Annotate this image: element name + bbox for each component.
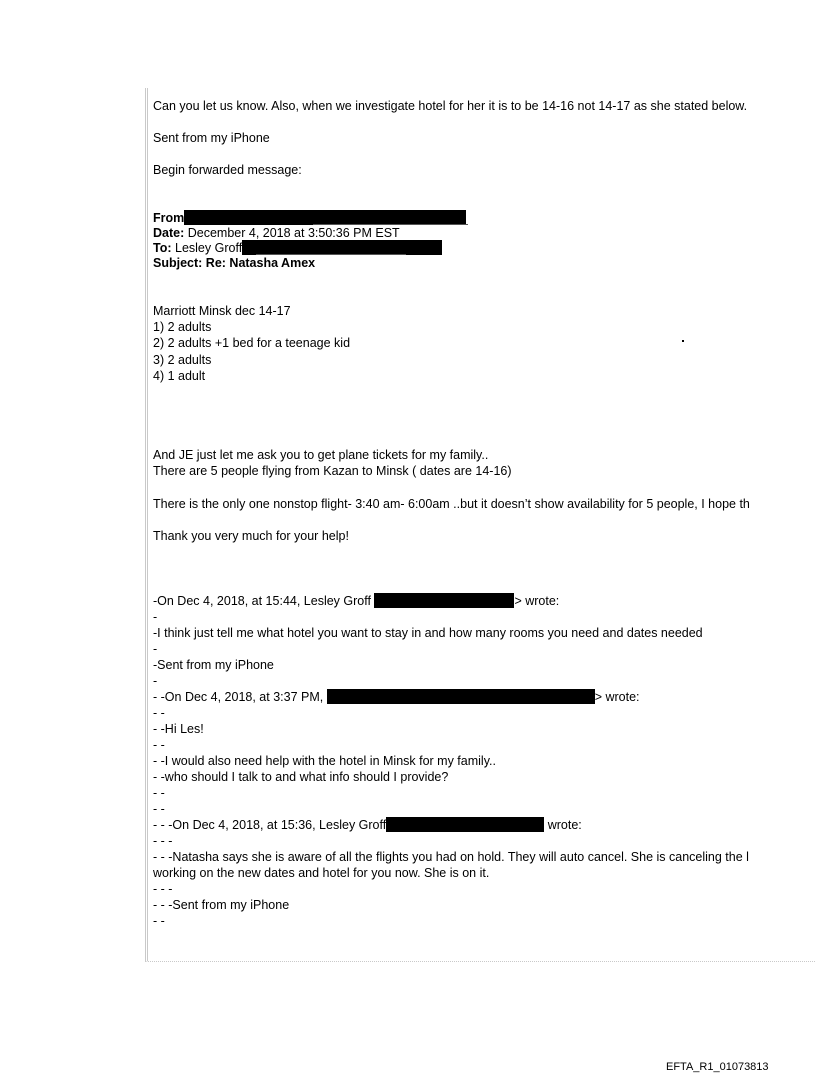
- from-label: From: [153, 211, 185, 225]
- nonstop-line: There is the only one nonstop flight- 3:40 am- 6:00am ..but it doesn’t show availability for 5 people, I hope th: [153, 497, 750, 511]
- hotel-line: Marriott Minsk dec 14-17: [153, 304, 291, 318]
- begin-forwarded-message: Begin forwarded message:: [153, 163, 302, 177]
- quote-header-wrote: > wrote:: [594, 690, 640, 704]
- redaction-block: [242, 240, 442, 255]
- quote-dash: - -: [153, 802, 165, 816]
- quote-dash: -: [153, 610, 158, 624]
- date-value: December 4, 2018 at 3:50:36 PM EST: [187, 226, 400, 240]
- quote-text: - -I would also need help with the hotel in Minsk for my family..: [153, 754, 496, 768]
- quote-header-text: - -On Dec 4, 2018, at 3:37 PM,: [153, 690, 324, 704]
- quote-sent: - - -Sent from my iPhone: [153, 898, 290, 912]
- redaction-block: [374, 593, 514, 608]
- quote-dash: - -: [153, 914, 165, 928]
- quote-header: [153, 817, 582, 834]
- redaction-block: [184, 210, 466, 225]
- to-label: To:: [153, 241, 172, 255]
- quote-text: - - -Natasha says she is aware of all the flights you had on hold. They will auto cancel. She is canceling the l: [153, 850, 749, 864]
- email-document: [145, 88, 816, 962]
- subject-value: Re: Natasha Amex: [205, 256, 316, 270]
- subject-label: Subject:: [153, 256, 203, 270]
- room-line: 4) 1 adult: [153, 369, 206, 383]
- room-line: 3) 2 adults: [153, 353, 212, 367]
- quote-dash: - -: [153, 786, 165, 800]
- document-id: EFTA_R1_01073813: [666, 1061, 769, 1073]
- quote-header-wrote: > wrote:: [514, 594, 560, 608]
- quote-dash: -: [153, 674, 158, 688]
- room-line: 1) 2 adults: [153, 320, 212, 334]
- quote-header-wrote: wrote:: [547, 818, 582, 832]
- quote-header: [153, 593, 559, 610]
- quote-dash: - - -: [153, 834, 173, 848]
- quote-header-text: -On Dec 4, 2018, at 15:44, Lesley Groff: [153, 594, 371, 608]
- quote-sent: -Sent from my iPhone: [153, 658, 274, 672]
- quote-header-text: - - -On Dec 4, 2018, at 15:36, Lesley Groff: [153, 818, 387, 832]
- thanks-line: Thank you very much for your help!: [153, 529, 349, 543]
- quote-dash: -: [153, 642, 158, 656]
- quote-dash: - - -: [153, 882, 173, 896]
- redaction-block: [386, 817, 544, 832]
- quote-dash: - -: [153, 706, 165, 720]
- quote-text: working on the new dates and hotel for you now. She is on it.: [153, 866, 490, 880]
- quote-text: - -Hi Les!: [153, 722, 204, 736]
- stray-dot: [682, 340, 684, 342]
- sent-from-iphone: Sent from my iPhone: [153, 131, 270, 145]
- redaction-block: [327, 689, 595, 704]
- quote-header: [153, 689, 640, 706]
- room-line: 2) 2 adults +1 bed for a teenage kid: [153, 336, 351, 350]
- quote-text: - -who should I talk to and what info should I provide?: [153, 770, 449, 784]
- header-subject: [153, 255, 315, 272]
- intro-line: Can you let us know. Also, when we investigate hotel for her it is to be 14-16 not 14-17 as she stated below.: [153, 99, 748, 113]
- people-line: There are 5 people flying from Kazan to Minsk ( dates are 14-16): [153, 464, 512, 478]
- je-line: And JE just let me ask you to get plane tickets for my family..: [153, 448, 489, 462]
- quote-text: -I think just tell me what hotel you want to stay in and how many rooms you need and dates needed: [153, 626, 703, 640]
- quote-dash: - -: [153, 738, 165, 752]
- date-label: Date:: [153, 226, 185, 240]
- to-value: Lesley Groff: [175, 241, 243, 255]
